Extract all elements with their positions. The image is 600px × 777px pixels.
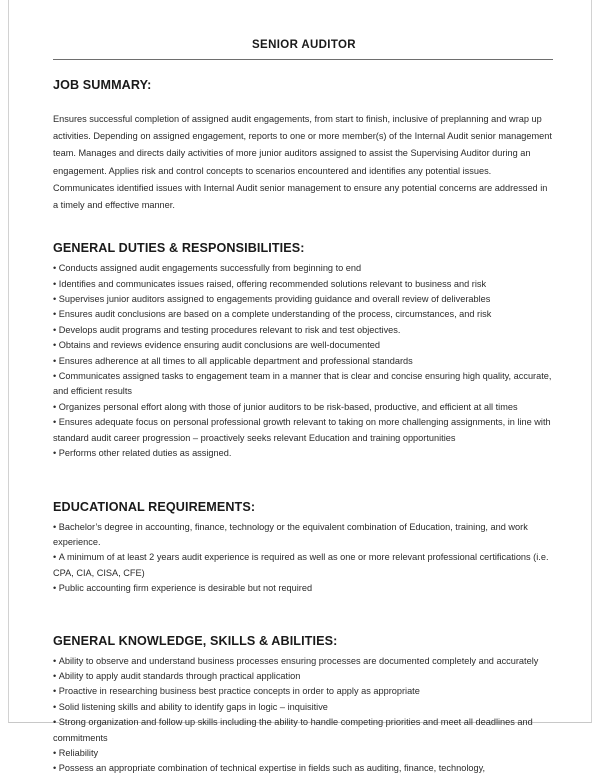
list-item: • A minimum of at least 2 years audit experience is required as well as one or more relevant professional certifications (i.e. CPA, CIA, CISA, CFE) bbox=[53, 550, 555, 581]
list-item: • Ensures adherence at all times to all applicable department and professional standards bbox=[53, 354, 555, 369]
list-item: • Bachelor’s degree in accounting, finance, technology or the equivalent combination of Education, training, and work experience. bbox=[53, 520, 555, 551]
section-educational-requirements bbox=[53, 499, 555, 597]
general-knowledge-skills-list bbox=[53, 654, 555, 777]
list-item: • Organizes personal effort along with those of junior auditors to be risk-based, productive, and efficient at all times bbox=[53, 400, 555, 415]
section-heading-general-knowledge-skills: GENERAL KNOWLEDGE, SKILLS & ABILITIES: bbox=[53, 633, 338, 648]
list-item: • Reliability bbox=[53, 746, 555, 761]
list-item: • Conducts assigned audit engagements successfully from beginning to end bbox=[53, 261, 555, 276]
list-item: • Strong organization and follow up skills including the ability to handle competing priorities and meet all deadlines and commitments bbox=[53, 715, 555, 746]
general-duties-list bbox=[53, 261, 555, 461]
list-item: • Ability to observe and understand business processes ensuring processes are documented completely and accurately bbox=[53, 654, 555, 669]
educational-requirements-list bbox=[53, 520, 555, 597]
list-item: • Ensures audit conclusions are based on a complete understanding of the process, circumstances, and risk bbox=[53, 307, 555, 322]
section-heading-educational-requirements: EDUCATIONAL REQUIREMENTS: bbox=[53, 499, 256, 514]
section-heading-general-duties: GENERAL DUTIES & RESPONSIBILITIES: bbox=[53, 241, 305, 256]
list-item: • Public accounting firm experience is desirable but not required bbox=[53, 581, 555, 596]
document-content bbox=[53, 0, 555, 777]
document-page bbox=[8, 0, 592, 774]
list-item: • Ability to apply audit standards through practical application bbox=[53, 669, 555, 684]
list-item: • Develops audit programs and testing procedures relevant to risk and test objectives. bbox=[53, 323, 555, 338]
list-item: • Proactive in researching business best practice concepts in order to apply as appropriate bbox=[53, 684, 555, 699]
section-heading-job-summary: JOB SUMMARY: bbox=[53, 78, 152, 92]
list-item: • Supervises junior auditors assigned to engagements providing guidance and overall review of deliverables bbox=[53, 292, 555, 307]
list-item: • Performs other related duties as assigned. bbox=[53, 446, 555, 461]
list-item: • Identifies and communicates issues raised, offering recommended solutions relevant to business and risk bbox=[53, 277, 555, 292]
section-general-duties bbox=[53, 240, 555, 461]
list-item: • Obtains and reviews evidence ensuring audit conclusions are well-documented bbox=[53, 338, 555, 353]
title-divider bbox=[53, 59, 553, 60]
page-title: SENIOR AUDITOR bbox=[252, 39, 356, 51]
job-summary-paragraph: Ensures successful completion of assigned audit engagements, from start to finish, inclusive of preplanning and wrap up activities. Depending on assigned engagement, reports to one or more member(s) of the Internal Audit senior management team. Manages and directs daily activities of more junior auditors assigned to assist the Supervising Auditor during an engagement. Applies risk and control concepts to scenarios encountered and identifies any potential issues. Communicates identified issues with Internal Audit senior management to ensure any potential concerns are addressed in a timely and effective manner. bbox=[53, 114, 552, 211]
section-job-summary bbox=[53, 77, 555, 214]
list-item: • Communicates assigned tasks to engagement team in a manner that is clear and concise ensuring high quality, accurate, and efficient results bbox=[53, 369, 555, 400]
section-general-knowledge-skills bbox=[53, 633, 555, 777]
list-item: • Ensures adequate focus on personal professional growth relevant to taking on more challenging assignments, in line with standard audit career progression – proactively seeks relevant Education and training opportunities bbox=[53, 415, 555, 446]
list-item: • Solid listening skills and ability to identify gaps in logic – inquisitive bbox=[53, 700, 555, 715]
list-item: • Possess an appropriate combination of technical expertise in fields such as auditing, finance, technology, bbox=[53, 761, 555, 776]
